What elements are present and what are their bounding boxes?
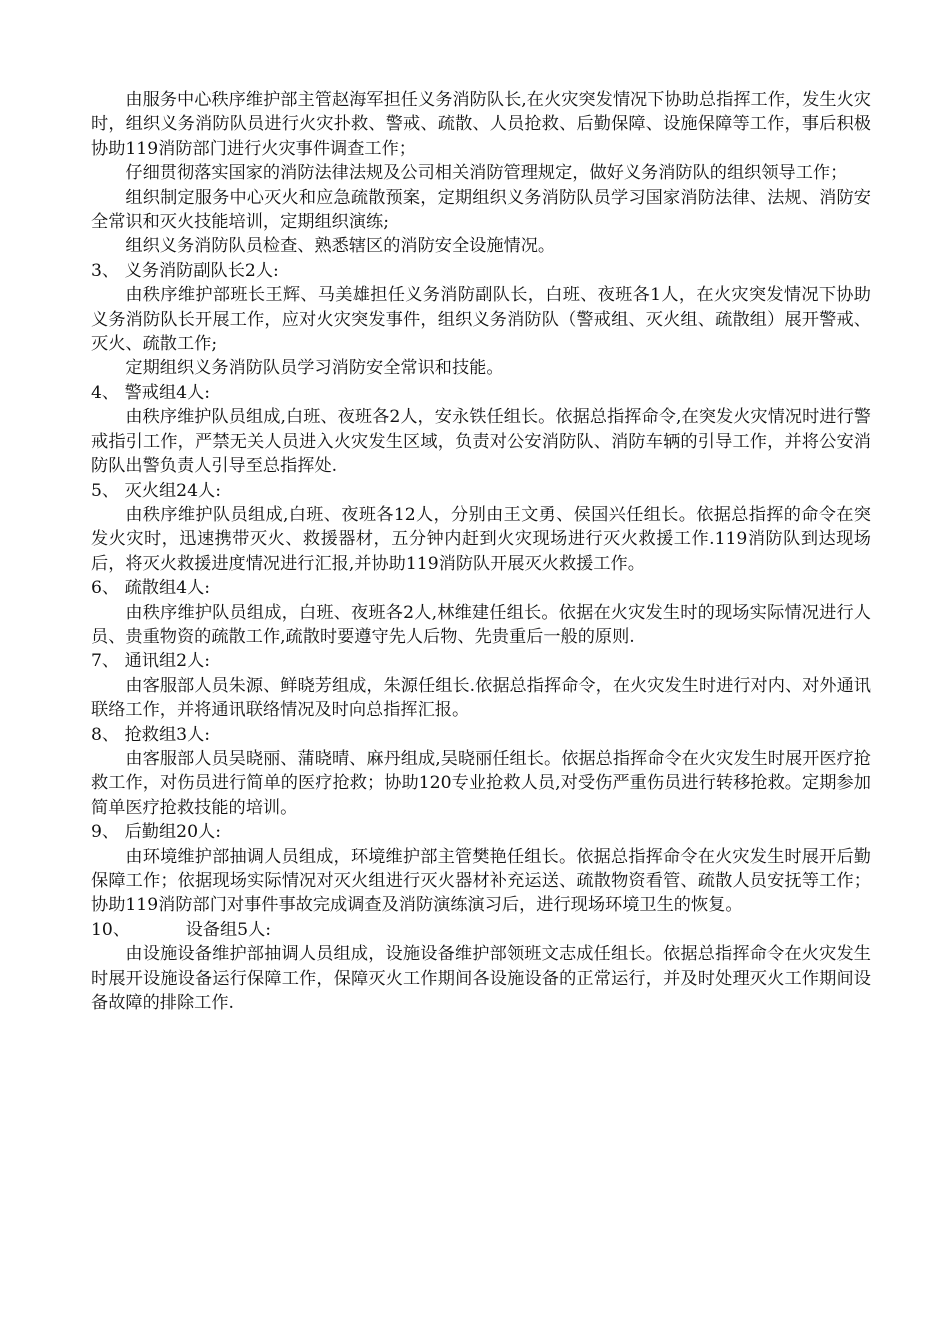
paragraph: 仔细贯彻落实国家的消防法律法规及公司相关消防管理规定，做好义务消防队的组织领导工作； [125,163,848,184]
section-title: 灭火组24人: [124,480,222,501]
section-number: 6、 [91,578,120,599]
section-title: 通讯组2人: [124,651,211,672]
section-number: 4、 [91,382,120,403]
paragraph: 由服务中心秩序维护部主管赵海军担任义务消防队长,在火灾突发情况下协助总指挥工作，发生火灾时，组织义务消防队员进行火灾扑救、警戒、疏散、人员抢救、后勤保障、设施保障等工作，事后积极协助119消防部门进行火灾事件调查工作； [91,90,871,159]
paragraph: 由秩序维护队员组成，白班、夜班各2人,林维建任组长。依据在火灾发生时的现场实际情况进行人员、贵重物资的疏散工作,疏散时要遵守先人后物、先贵重后一般的原则. [91,602,871,647]
paragraph: 由秩序维护部班长王辉、马美雄担任义务消防副队长，白班、夜班各1人，在火灾突发情况下协助义务消防队长开展工作，应对火灾突发事件，组织义务消防队（警戒组、灭火组、疏散组）展开警戒、灭火、疏散工作; [91,285,871,355]
section-title: 警戒组4人: [124,382,211,403]
paragraph: 由环境维护部抽调人员组成，环境维护部主管樊艳任组长。依据总指挥命令在火灾发生时展开后勤保障工作；依据现场实际情况对灭火组进行灭火器材补充运送、疏散物资看管、疏散人员安抚等工作；协助119消防部门对事件事故完成调查及消防演练演习后，进行现场环境卫生的恢复。 [91,846,871,916]
document-body [91,88,871,1015]
section-title: 义务消防副队长2人: [124,260,279,281]
paragraph: 由设施设备维护部抽调人员组成，设施设备维护部领班文志成任组长。依据总指挥命令在火灾发生时展开设施设备运行保障工作，保障灭火工作期间各设施设备的正常运行，并及时处理灭火工作期间设备故障的排除工作. [91,944,871,1014]
paragraph: 由客服部人员吴晓丽、蒲晓晴、麻丹组成,吴晓丽任组长。依据总指挥命令在火灾发生时展开医疗抢救工作，对伤员进行简单的医疗抢救；协助120专业抢救人员,对受伤严重伤员进行转移抢救。定期参加简单医疗抢救技能的培训。 [91,748,871,818]
section-heading [91,723,871,747]
paragraph: 由秩序维护队员组成,白班、夜班各2人，安永铁任组长。依据总指挥命令,在突发火灾情况时进行警戒指引工作，严禁无关人员进入火灾发生区域，负责对公安消防队、消防车辆的引导工作，并将公安消防队出警负责人引导至总指挥处. [91,407,871,477]
section-number: 3、 [91,260,120,281]
section-number: 8、 [91,724,120,745]
section-title: 抢救组3人: [124,724,211,745]
paragraph: 定期组织义务消防队员学习消防安全常识和技能。 [125,358,504,379]
section-heading [91,259,871,283]
section-number: 5、 [91,480,120,501]
section-number: 7、 [91,651,120,672]
paragraph: 由秩序维护队员组成,白班、夜班各12人，分别由王文勇、侯国兴任组长。依据总指挥的命令在突发火灾时，迅速携带灭火、救援器材，五分钟内赶到火灾现场进行灭火救援工作.119消防队到达现场后，将灭火救援进度情况进行汇报,并协助119消防队开展灭火救援工作。 [91,504,871,574]
section-number: 10、 [91,919,131,940]
paragraph: 组织义务消防队员检查、熟悉辖区的消防安全设施情况。 [125,236,556,257]
section-heading [91,918,871,942]
section-heading [91,820,871,844]
section-title: 设备组5人: [185,919,272,940]
section-title: 疏散组4人: [124,578,211,599]
section-title: 后勤组20人: [124,822,222,843]
section-heading [91,576,871,600]
section-heading [91,381,871,405]
paragraph: 组织制定服务中心灭火和应急疏散预案，定期组织义务消防队员学习国家消防法律、法规、消防安全常识和灭火技能培训，定期组织演练; [91,187,871,233]
section-number: 9、 [91,822,120,843]
section-heading [91,649,871,673]
paragraph: 由客服部人员朱源、鲜晓芳组成，朱源任组长.依据总指挥命令，在火灾发生时进行对内、对外通讯联络工作，并将通讯联络情况及时向总指挥汇报。 [91,675,871,721]
section-heading [91,479,871,503]
